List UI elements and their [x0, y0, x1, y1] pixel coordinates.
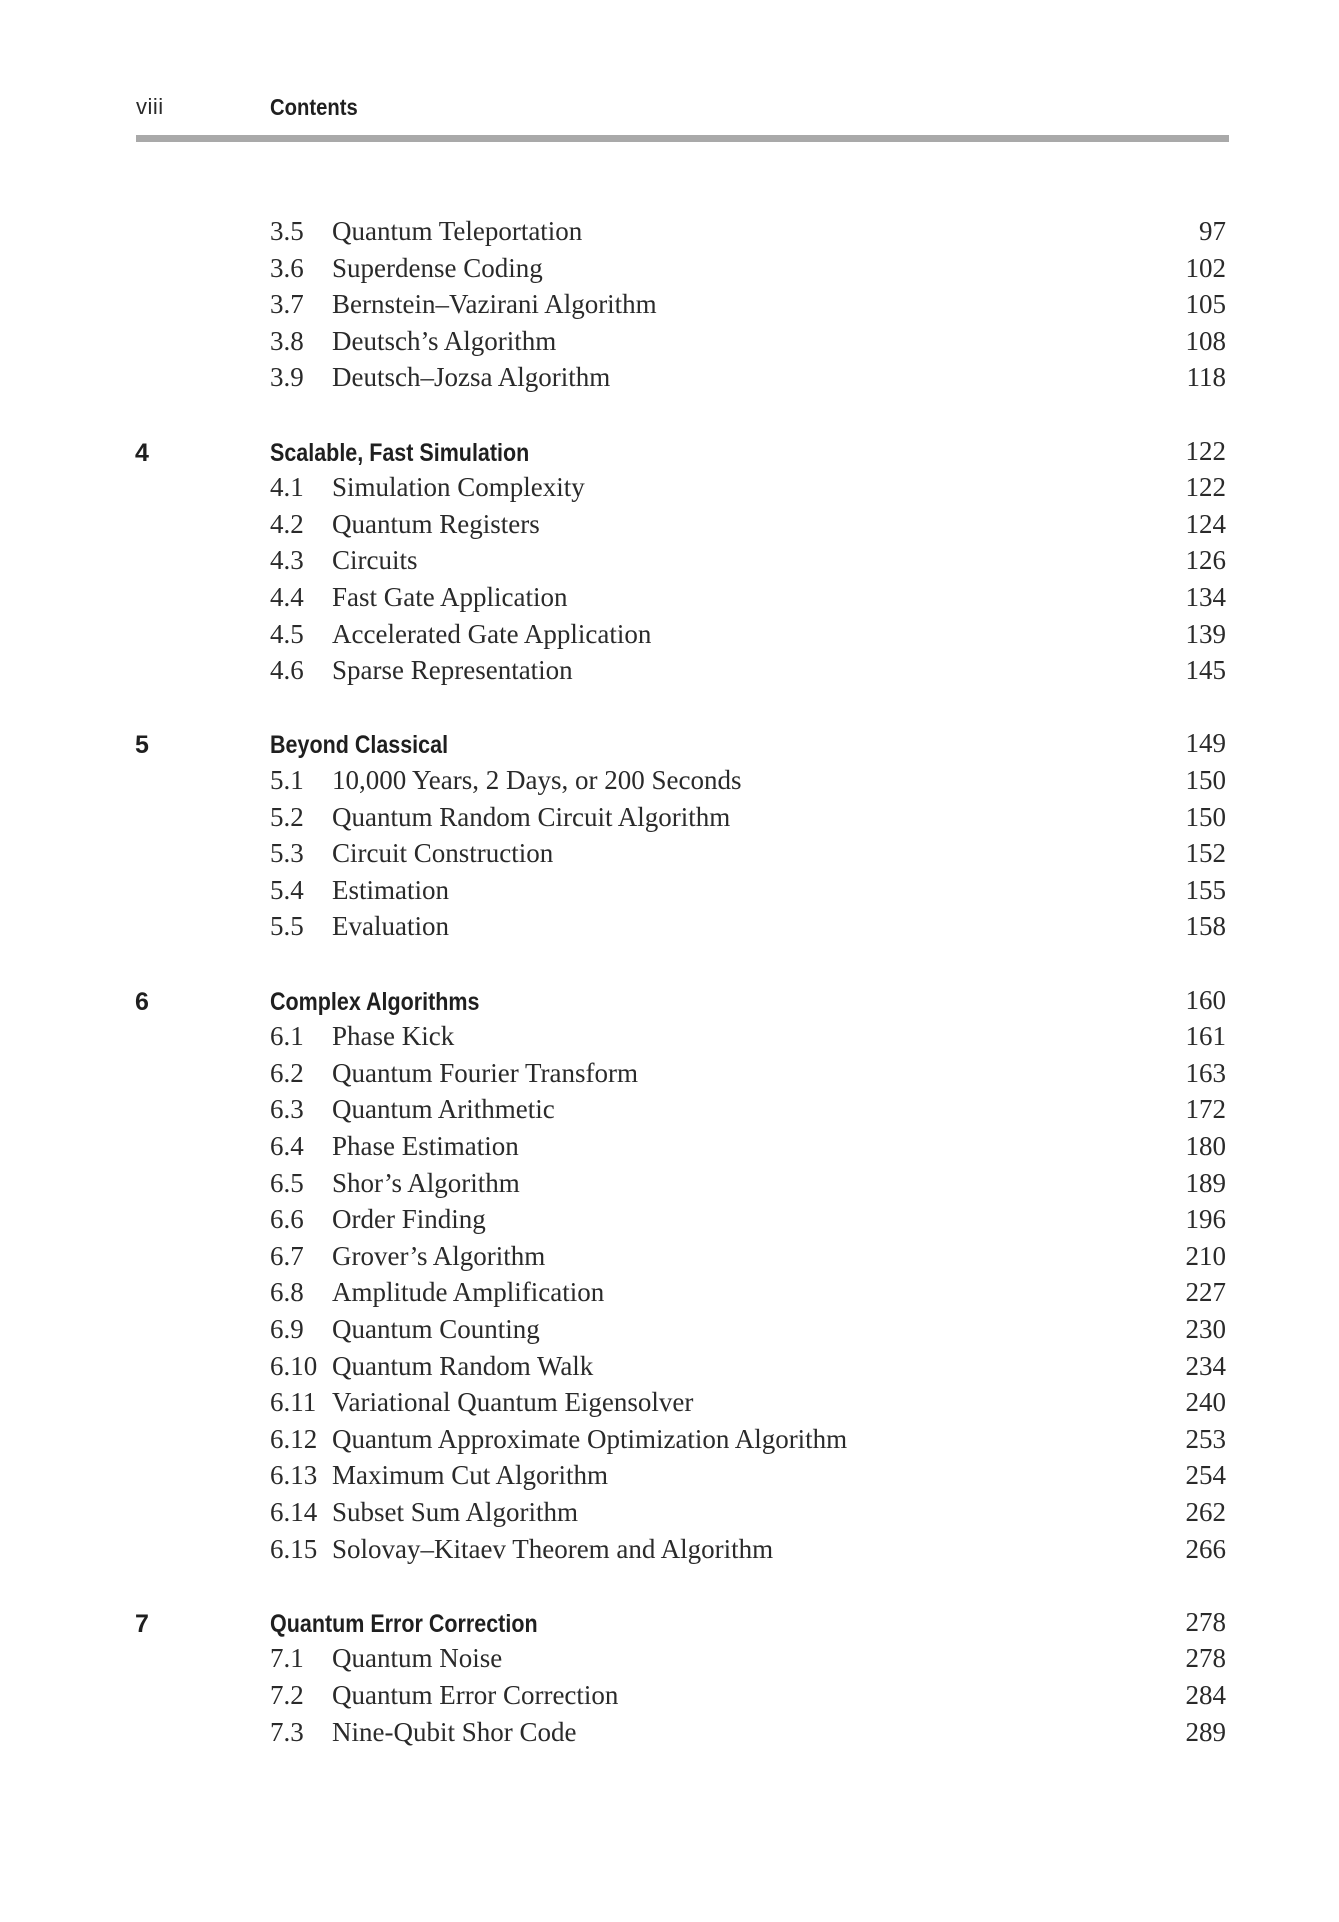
section-page-number: 105 — [1185, 289, 1226, 320]
section-page-number: 278 — [1185, 1643, 1226, 1674]
section-page-number: 172 — [1185, 1094, 1226, 1125]
chapter-title: Complex Algorithms — [270, 987, 480, 1016]
section-title: Circuit Construction — [332, 838, 554, 869]
section-row[interactable] — [0, 1497, 1339, 1533]
section-page-number: 150 — [1185, 765, 1226, 795]
section-page-number: 145 — [1185, 655, 1226, 686]
chapter-page-number: 149 — [1185, 728, 1226, 759]
section-title: Sparse Representation — [332, 655, 573, 686]
section-title: Quantum Arithmetic — [332, 1094, 555, 1125]
section-row[interactable] — [0, 472, 1339, 508]
section-number: 6.8 — [270, 1277, 304, 1308]
section-row[interactable] — [0, 1204, 1339, 1240]
section-page-number: 254 — [1185, 1460, 1226, 1491]
chapter-title: Beyond Classical — [270, 731, 449, 760]
section-number: 6.2 — [270, 1057, 304, 1088]
chapter-title: Scalable, Fast Simulation — [270, 438, 530, 467]
section-row[interactable] — [0, 216, 1339, 252]
chapter-title: Quantum Error Correction — [270, 1609, 538, 1638]
section-row[interactable] — [0, 326, 1339, 362]
section-number: 6.13 — [270, 1460, 318, 1491]
section-row[interactable] — [0, 1387, 1339, 1423]
section-page-number: 163 — [1185, 1057, 1226, 1088]
section-number: 7.3 — [270, 1716, 304, 1747]
section-row[interactable] — [0, 1534, 1339, 1570]
chapter-number: 6 — [135, 987, 149, 1016]
section-title: Estimation — [332, 874, 449, 905]
section-page-number: 230 — [1185, 1314, 1226, 1344]
section-row[interactable] — [0, 1680, 1339, 1716]
section-number: 6.5 — [270, 1167, 304, 1198]
section-row[interactable] — [0, 1314, 1339, 1350]
section-number: 6.3 — [270, 1094, 304, 1125]
section-number: 5.3 — [270, 838, 304, 869]
section-page-number: 210 — [1185, 1240, 1226, 1271]
section-title: Variational Quantum Eigensolver — [332, 1387, 694, 1418]
chapter-row[interactable] — [0, 436, 1339, 472]
section-row[interactable] — [0, 1168, 1339, 1204]
section-number: 4.6 — [270, 655, 304, 686]
section-row[interactable] — [0, 509, 1339, 545]
section-number: 4.3 — [270, 545, 304, 576]
section-page-number: 118 — [1186, 362, 1226, 393]
section-page-number: 134 — [1185, 582, 1226, 612]
section-number: 3.5 — [270, 216, 304, 246]
section-title: Fast Gate Application — [332, 582, 568, 612]
section-row[interactable] — [0, 253, 1339, 289]
running-head-title: Contents — [270, 94, 358, 120]
section-row[interactable] — [0, 1058, 1339, 1094]
section-page-number: 150 — [1185, 801, 1226, 832]
section-title: Deutsch–Jozsa Algorithm — [332, 362, 611, 393]
section-page-number: 234 — [1185, 1350, 1226, 1381]
header-rule — [136, 135, 1229, 142]
section-page-number: 108 — [1185, 325, 1226, 356]
section-row[interactable] — [0, 582, 1339, 618]
section-title: Quantum Teleportation — [332, 216, 583, 246]
section-page-number: 126 — [1185, 545, 1226, 576]
section-number: 5.4 — [270, 874, 304, 905]
section-row[interactable] — [0, 1717, 1339, 1753]
section-title: Grover’s Algorithm — [332, 1240, 546, 1271]
section-row[interactable] — [0, 1021, 1339, 1057]
section-page-number: 97 — [1199, 216, 1226, 246]
section-title: Quantum Approximate Optimization Algorithm — [332, 1423, 848, 1454]
section-page-number: 124 — [1185, 508, 1226, 539]
section-number: 3.7 — [270, 289, 304, 320]
chapter-number: 7 — [135, 1609, 149, 1638]
section-title: Order Finding — [332, 1204, 486, 1235]
section-number: 5.5 — [270, 911, 304, 942]
section-row[interactable] — [0, 1094, 1339, 1130]
section-title: Shor’s Algorithm — [332, 1167, 520, 1198]
section-page-number: 289 — [1185, 1716, 1226, 1747]
section-title: Accelerated Gate Application — [332, 618, 652, 649]
section-number: 7.2 — [270, 1680, 304, 1710]
section-title: Phase Estimation — [332, 1131, 519, 1161]
section-title: Bernstein–Vazirani Algorithm — [332, 289, 657, 320]
section-row[interactable] — [0, 289, 1339, 325]
running-head — [136, 94, 1229, 128]
section-title: Superdense Coding — [332, 252, 543, 283]
section-number: 6.12 — [270, 1423, 318, 1454]
section-page-number: 284 — [1185, 1680, 1226, 1710]
section-number: 6.7 — [270, 1240, 304, 1271]
section-title: Solovay–Kitaev Theorem and Algorithm — [332, 1533, 774, 1564]
section-number: 5.1 — [270, 765, 304, 795]
section-page-number: 262 — [1185, 1497, 1226, 1527]
chapter-row[interactable] — [0, 728, 1339, 764]
chapter-page-number: 278 — [1185, 1606, 1226, 1637]
chapter-row[interactable] — [0, 1607, 1339, 1643]
section-page-number: 180 — [1185, 1131, 1226, 1161]
section-number: 6.10 — [270, 1350, 318, 1381]
section-number: 4.4 — [270, 582, 304, 612]
section-title: 10,000 Years, 2 Days, or 200 Seconds — [332, 765, 742, 795]
section-title: Maximum Cut Algorithm — [332, 1460, 609, 1491]
section-row[interactable] — [0, 1131, 1339, 1167]
section-row[interactable] — [0, 875, 1339, 911]
section-number: 6.9 — [270, 1314, 304, 1344]
chapter-number: 4 — [135, 438, 149, 467]
chapter-page-number: 122 — [1185, 435, 1226, 466]
section-row[interactable] — [0, 1460, 1339, 1496]
section-number: 3.9 — [270, 362, 304, 393]
section-title: Subset Sum Algorithm — [332, 1497, 579, 1527]
section-row[interactable] — [0, 1424, 1339, 1460]
section-page-number: 240 — [1185, 1387, 1226, 1418]
page-folio: viii — [136, 94, 164, 119]
section-row[interactable] — [0, 1351, 1339, 1387]
section-title: Quantum Noise — [332, 1643, 503, 1674]
section-row[interactable] — [0, 545, 1339, 581]
chapter-row[interactable] — [0, 985, 1339, 1021]
section-title: Amplitude Amplification — [332, 1277, 605, 1308]
chapter-number: 5 — [135, 731, 149, 760]
section-page-number: 122 — [1185, 472, 1226, 503]
section-number: 6.1 — [270, 1021, 304, 1052]
section-title: Circuits — [332, 545, 418, 576]
chapter-page-number: 160 — [1185, 984, 1226, 1015]
section-page-number: 158 — [1185, 911, 1226, 942]
section-page-number: 189 — [1185, 1167, 1226, 1198]
section-title: Quantum Random Circuit Algorithm — [332, 801, 731, 832]
section-row[interactable] — [0, 655, 1339, 691]
section-page-number: 155 — [1185, 874, 1226, 905]
section-number: 6.11 — [270, 1387, 317, 1418]
section-row[interactable] — [0, 1241, 1339, 1277]
section-number: 6.14 — [270, 1497, 318, 1527]
section-row[interactable] — [0, 1643, 1339, 1679]
section-title: Phase Kick — [332, 1021, 455, 1052]
section-row[interactable] — [0, 765, 1339, 801]
section-page-number: 227 — [1185, 1277, 1226, 1308]
section-title: Nine-Qubit Shor Code — [332, 1716, 577, 1747]
section-title: Deutsch’s Algorithm — [332, 325, 557, 356]
section-number: 4.5 — [270, 618, 304, 649]
section-page-number: 152 — [1185, 838, 1226, 869]
section-page-number: 102 — [1185, 252, 1226, 283]
section-number: 6.4 — [270, 1131, 304, 1161]
section-row[interactable] — [0, 838, 1339, 874]
section-title: Quantum Error Correction — [332, 1680, 619, 1710]
section-row[interactable] — [0, 362, 1339, 398]
section-title: Quantum Registers — [332, 508, 540, 539]
section-number: 6.6 — [270, 1204, 304, 1235]
section-title: Quantum Fourier Transform — [332, 1057, 638, 1088]
section-row[interactable] — [0, 911, 1339, 947]
section-title: Evaluation — [332, 911, 449, 942]
section-title: Simulation Complexity — [332, 472, 585, 503]
section-page-number: 266 — [1185, 1533, 1226, 1564]
section-row[interactable] — [0, 619, 1339, 655]
section-number: 3.8 — [270, 325, 304, 356]
section-number: 3.6 — [270, 252, 304, 283]
section-page-number: 161 — [1185, 1021, 1226, 1052]
section-title: Quantum Counting — [332, 1314, 540, 1344]
section-number: 4.1 — [270, 472, 304, 503]
section-page-number: 139 — [1185, 618, 1226, 649]
section-number: 4.2 — [270, 508, 304, 539]
section-row[interactable] — [0, 802, 1339, 838]
section-row[interactable] — [0, 1277, 1339, 1313]
section-number: 7.1 — [270, 1643, 304, 1674]
section-number: 5.2 — [270, 801, 304, 832]
section-title: Quantum Random Walk — [332, 1350, 594, 1381]
section-page-number: 253 — [1185, 1423, 1226, 1454]
section-number: 6.15 — [270, 1533, 318, 1564]
section-page-number: 196 — [1185, 1204, 1226, 1235]
